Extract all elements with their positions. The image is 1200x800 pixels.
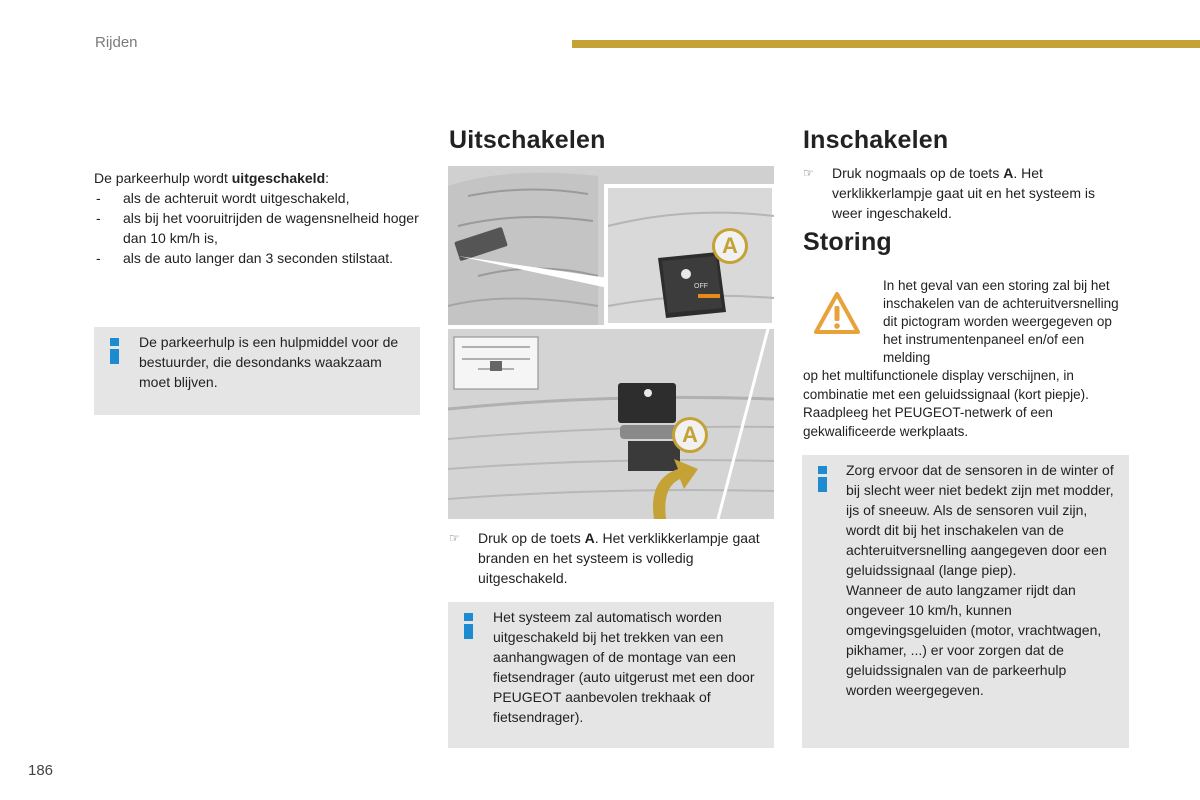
heading-inschakelen: Inschakelen bbox=[803, 126, 949, 154]
instruction-suffix: . Het verklikkerlampje gaat branden en het systeem is volledig uitgeschakeld. bbox=[478, 530, 760, 586]
list-item: - als bij het vooruitrijden de wagensnelheid hoger dan 10 km/h is, bbox=[94, 208, 420, 248]
instruction-suffix: . Het verklikkerlampje gaat uit en het systeem is weer ingeschakeld. bbox=[832, 165, 1095, 221]
intro-prefix: De parkeerhulp wordt bbox=[94, 170, 232, 186]
bullet-pointer-icon: ☞ bbox=[449, 531, 460, 545]
info-box-middle bbox=[448, 602, 774, 748]
header-accent-bar bbox=[572, 40, 1200, 48]
callout-a-bottom: A bbox=[672, 417, 708, 453]
page-number: 186 bbox=[28, 762, 54, 779]
fault-text-indented: In het geval van een storing zal bij het inschakelen van de achteruitversnelling dit pictogram worden weergegeven op het instrumentenpaneel en/of een melding bbox=[883, 278, 1119, 365]
intro-bold: uitgeschakeld bbox=[231, 170, 326, 186]
info-text: Zorg ervoor dat de sensoren in de winter of bij slecht weer niet bedekt zijn met modder, ijs of sneeuw. Als de sensoren vuil zijn, wordt dit bij het inschakelen van de achteruitversnelling aangegeven door een geluidssignaal (lange piep). Wanneer de auto langzamer rijdt dan ongeveer 10 km/h, kunnen omgevingsgeluiden (motor, vrachtwagen, pikhamer, ...) er voor zorgen dat de geluidssignalen van de parkeerhulp worden weergegeven. bbox=[846, 462, 1114, 698]
deactivate-instruction bbox=[448, 528, 774, 588]
deactivation-conditions-list bbox=[94, 188, 420, 268]
info-box-right bbox=[802, 455, 1129, 748]
figure-button-location bbox=[448, 166, 774, 325]
switch-off-label: OFF bbox=[694, 283, 708, 290]
list-item: - als de auto langer dan 3 seconden stilstaat. bbox=[94, 248, 420, 268]
section-label: Rijden bbox=[95, 34, 138, 51]
warning-triangle-icon bbox=[812, 290, 862, 336]
intro-suffix: : bbox=[325, 170, 330, 186]
callout-a-top: A bbox=[712, 228, 748, 264]
figure-button-press bbox=[448, 329, 774, 519]
instruction-prefix: Druk op de toets bbox=[478, 530, 585, 546]
info-box-left bbox=[94, 327, 420, 415]
instruction-prefix: Druk nogmaals op de toets bbox=[832, 165, 1004, 181]
activate-instruction bbox=[802, 163, 1129, 223]
list-item: - als de achteruit wordt uitgeschakeld, bbox=[94, 188, 420, 208]
instruction-line bbox=[448, 528, 774, 588]
info-icon bbox=[464, 613, 474, 639]
heading-uitschakelen: Uitschakelen bbox=[449, 126, 606, 154]
info-icon bbox=[818, 466, 828, 492]
instruction-key: A bbox=[1003, 165, 1014, 181]
info-icon bbox=[110, 338, 120, 364]
instruction-line bbox=[802, 163, 1129, 223]
intro-text bbox=[94, 168, 420, 188]
info-text: Het systeem zal automatisch worden uitgeschakeld bij het trekken van een aanhangwagen of de montage van een fietsendrager (auto uitgerust met een door PEUGEOT aanbevolen trekhaak of fietsendrager). bbox=[493, 609, 755, 725]
bullet-pointer-icon: ☞ bbox=[803, 166, 814, 180]
left-column bbox=[94, 168, 420, 268]
fault-text-full: op het multifunctionele display verschijnen, in combinatie met een geluidssignaal (kort piepje). Raadpleeg het PEUGEOT-netwerk of een gekwalificeerde werkplaats. bbox=[803, 368, 1089, 439]
instruction-key: A bbox=[584, 530, 595, 546]
heading-storing: Storing bbox=[803, 228, 892, 256]
info-text: De parkeerhulp is een hulpmiddel voor de bestuurder, die desondanks waakzaam moet blijven. bbox=[139, 334, 399, 390]
console-illustration bbox=[448, 329, 774, 519]
